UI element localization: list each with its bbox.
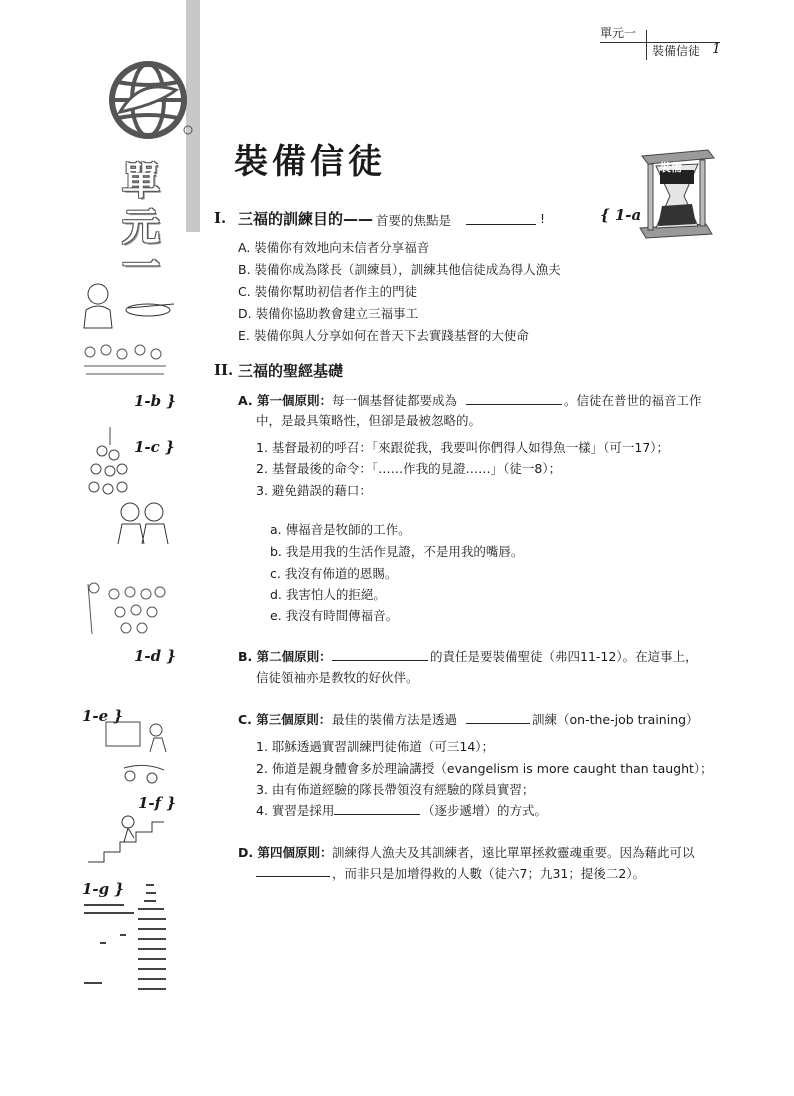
principle-b-label: B. 第二個原則： xyxy=(238,649,332,664)
excuse-a: a. 傳福音是牧師的工作。 xyxy=(270,522,411,537)
principle-c-label: C. 第三個原則： xyxy=(238,712,332,727)
tag-1-f: 1-f } xyxy=(138,794,176,812)
section-1-subheading: 首要的焦點是 xyxy=(376,213,452,228)
principle-a-blank xyxy=(466,392,562,405)
principle-c-item-4-blank xyxy=(334,802,420,815)
section-1-item-d: D. 裝備你協助教會建立三福事工 xyxy=(238,306,419,321)
excuse-e: e. 我沒有時間傳福音。 xyxy=(270,608,399,623)
principle-c-item-4a: 4. 實習是採用 xyxy=(256,803,335,818)
principle-a-item-2: 2. 基督最後的命令：「……作我的見證……」（徒一8）； xyxy=(256,461,562,476)
principle-d-line2: ，而非只是加增得救的人數（徒六7；九31；提後二2）。 xyxy=(332,866,646,881)
sidebar-unit-char-2: 元 xyxy=(122,205,161,249)
preaching-crowd-cartoon-icon xyxy=(80,574,172,638)
section-1-item-c: C. 裝備你幫助初信者作主的門徒 xyxy=(238,284,418,299)
section-2-number: II. xyxy=(214,361,234,379)
stairs-climber-cartoon-icon xyxy=(84,810,168,866)
excuse-c: c. 我沒有佈道的恩賜。 xyxy=(270,566,398,581)
section-1-item-e: E. 裝備你與人分享如何在普天下去實踐基督的大使命 xyxy=(238,328,529,343)
principle-a-label: A. 第一個原則： xyxy=(238,393,333,408)
principle-b-text1: 的責任是要裝備聖徒（弗四11-12）。在這事上， xyxy=(430,649,698,664)
page-title: 裝備信徒 xyxy=(234,142,386,182)
crowd-sketch-icon xyxy=(80,340,170,386)
sidebar-unit-char-3: 一 xyxy=(122,245,161,289)
principle-c-text2: 訓練（on-the-job training） xyxy=(532,712,699,727)
tag-1-g: 1-g } xyxy=(82,880,125,898)
two-businessmen-cartoon-icon xyxy=(114,500,170,546)
section-1-number: I. xyxy=(214,209,227,227)
tag-1-a: { 1-a xyxy=(600,206,642,224)
fishing-group-cartoon-icon xyxy=(82,425,132,499)
tag-1-b: 1-b } xyxy=(134,392,177,410)
header-vertical-divider xyxy=(646,30,647,60)
principle-b-blank xyxy=(332,648,428,661)
principle-c-item-2: 2. 佈道是親身體會多於理論講授（evangelism is more caught than taught）； xyxy=(256,761,713,776)
principle-c-item-1: 1. 耶穌透過實習訓練門徒佈道（可三14）； xyxy=(256,739,495,754)
header-title: 裝備信徒 xyxy=(652,44,701,58)
section-1-end: ! xyxy=(540,211,546,226)
excuse-d: d. 我害怕人的拒絕。 xyxy=(270,587,386,602)
section-1-blank xyxy=(466,212,536,225)
principle-a-item-3: 3. 避免錯誤的藉口： xyxy=(256,483,372,498)
section-1-item-a: A. 裝備你有效地向未信者分享福音 xyxy=(238,240,430,255)
principle-d-text1: 訓練得人漁夫及其訓練者，遠比單單拯救靈魂重要。因為藉此可以 xyxy=(332,845,695,860)
principle-d-blank xyxy=(256,864,330,877)
principle-b-line2: 信徒領袖亦是教牧的好伙伴。 xyxy=(256,670,419,685)
tag-1-e: 1-e } xyxy=(82,707,124,725)
principle-c-blank xyxy=(466,711,530,724)
principle-a-text2: 。信徒在普世的福音工作 xyxy=(564,393,702,408)
principle-c-item-3: 3. 由有佈道經驗的隊長帶領沒有經驗的隊員實習； xyxy=(256,782,535,797)
excuse-b: b. 我是用我的生活作見證，不是用我的嘴唇。 xyxy=(270,544,524,559)
tag-1-c: 1-c } xyxy=(134,438,175,456)
header-unit: 單元一 xyxy=(600,26,637,40)
hourglass-label: 裝備 xyxy=(660,161,682,174)
principle-c-text1: 最佳的裝備方法是透過 xyxy=(332,712,458,727)
principle-a-item-1: 1. 基督最初的呼召：「來跟從我，我要叫你們得人如得魚一樣」（可一17）； xyxy=(256,440,670,455)
sidebar-unit-char-1: 單 xyxy=(122,159,161,203)
section-1-heading: 三福的訓練目的—— xyxy=(238,210,374,228)
tag-1-d: 1-d } xyxy=(134,647,177,665)
principle-a-text1: 每一個基督徒都要成為 xyxy=(332,393,458,408)
multiplication-chart-icon xyxy=(80,878,174,1002)
principle-a-line2: 中，是最具策略性，但卻是最被忽略的。 xyxy=(256,413,482,428)
page-number: 1 xyxy=(712,41,721,57)
section-2-heading: 三福的聖經基礎 xyxy=(238,362,344,380)
principle-d-label: D. 第四個原則： xyxy=(238,845,333,860)
section-1-item-b: B. 裝備你成為隊長（訓練員），訓練其他信徒成為得人漁夫 xyxy=(238,262,561,277)
teaching-scene-cartoon-icon xyxy=(104,718,170,788)
globe-logo-icon xyxy=(106,60,196,142)
two-men-cartoon-icon xyxy=(78,280,178,330)
principle-c-item-4b: （逐步遞增）的方式。 xyxy=(422,803,548,818)
